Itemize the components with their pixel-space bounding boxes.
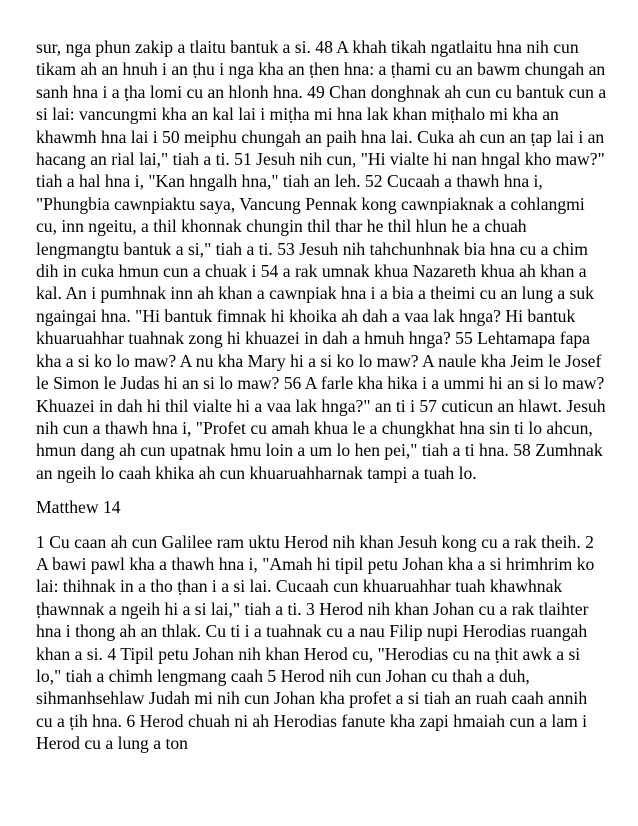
body-paragraph: sur, nga phun zakip a tlaitu bantuk a si. 48 A khah tikah ngatlaitu hna nih cun tikam ah an hnuh i an ṭhu i nga kha an ṭhen hna: a ṭhami cu an bawm chungah an sanh hna i a ṭha lomi cu an hlonh hna. 49 Chan donghnak ah cun cu bantuk cun a si lai: vancungmi kha an kal lai i miṭha mi hna lak khan miṭhalo mi kha an khawmh hna lai i 50 meiphu chungah an paih hna lai. Cuka ah cun an ṭap lai i an hacang an rial lai," tiah a ti. 51 Jesuh nih cun, "Hi vialte hi nan hngal kho maw?" tiah a hal hna i, "Kan hngalh hna," tiah an leh. 52 Cucaah a thawh hna i, "Phungbia cawnpiaktu saya, Vancung Pennak kong cawnpiaknak a cohlangmi cu, inn ngeitu, a thil khonnak chungin thil thar he thil hlun he a chuah lengmangtu bantuk a si," tiah a ti. 53 Jesuh nih tahchunhnak bia hna cu a chim dih in cuka hmun cun a chuak i 54 a rak umnak khua Nazareth khua ah khan a kal. An i pumhnak inn ah khan a cawnpiak hna i a bia a theimi cu an lung a suk ngaingai hna. "Hi bantuk fimnak hi khoika ah dah a vaa lak hnga? Hi bantuk khuaruahhar tuahnak zong hi khuazei in dah a hmuh hnga? 55 Lehtamapa fapa kha a si ko lo maw? A nu kha Mary hi a si ko lo maw? A naule kha Jeim le Josef le Simon le Judas hi an si lo maw? 56 A farle kha hika i a ummi hi an si lo maw? Khuazei in dah hi thil vialte hi a vaa lak hnga?" an ti i 57 cuticun an hlawt. Jesuh nih cun a thawh hna i, "Profet cu amah khua le a chungkhat hna sin ti lo ahcun, hmun dang ah cun upatnak hmu loin a um lo hen pei," tiah a ti hna. 58 Zumhnak an ngeih lo caah khika ah cun khuaruahharnak tampi a tuah lo. [36, 37, 607, 483]
body-paragraph: 1 Cu caan ah cun Galilee ram uktu Herod nih khan Jesuh kong cu a rak theih. 2 A bawi pawl kha a thawh hna i, "Amah hi tipil petu Johan kha a si hrimhrim ko lai: thihnak in a tho ṭhan i a si lai. Cucaah cun khuaruahhar tuah khawhnak ṭhawnnak a ngeih hi a si lai," tiah a ti. 3 Herod nih khan Johan cu a rak tlaihter hna i thong ah an thlak. Cu ti i a tuahnak cu a nau Filip nupi Herodias ruangah khan a si. 4 Tipil petu Johan nih khan Herod cu, "Herodias cu na ṭhit awk a si lo," tiah a chimh lengmang caah 5 Herod nih cun Johan cu thah a duh, sihmanhsehlaw Judah mi nih cun Johan kha profet a si tiah an ruah caah annih cu a ṭih hna. 6 Herod chuah ni ah Herodias fanute kha zapi hmaiah cun a lam i Herod cu a lung a ton [36, 531, 595, 754]
document-page [36, 36, 607, 755]
chapter-heading: Matthew 14 [36, 497, 121, 518]
